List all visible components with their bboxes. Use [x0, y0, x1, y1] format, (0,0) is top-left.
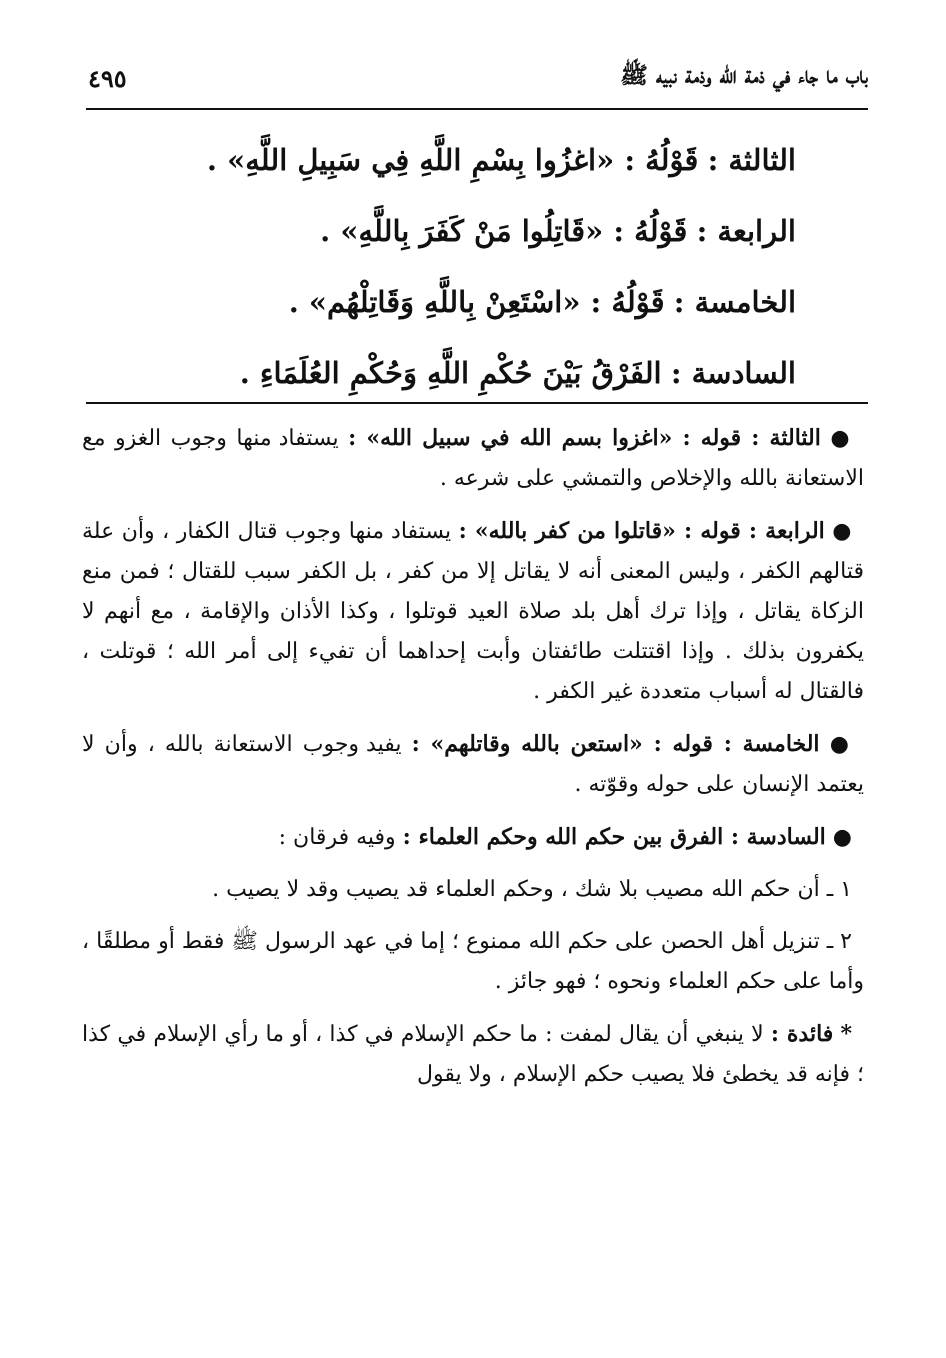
paragraph-text: يستفاد منها وجوب الغزو مع الاستعانة بالله والإخلاص والتمشي على شرعه . [82, 426, 864, 491]
paragraph-text: يفيد وجوب الاستعانة بالله ، وأن لا يعتمد الإنسان على حوله وقوّته . [82, 732, 864, 797]
difference-two [82, 922, 864, 1002]
bullet-icon: ● [832, 518, 853, 544]
paragraph-lead: الثالثة : قوله : «اغزوا بسم الله في سبيل الله» : [348, 425, 821, 451]
paragraph-lead: الخامسة : قوله : «استعن بالله وقاتلهم» : [411, 731, 820, 757]
section-rule [86, 402, 868, 404]
page-header [88, 58, 868, 98]
star-icon: * [840, 1021, 853, 1047]
paragraph-text: وفيه فرقان : [278, 825, 396, 850]
bullet-icon: ● [829, 731, 853, 757]
issue-text: قَوْلُهُ : «قَاتِلُوا مَنْ كَفَرَ بِاللَّهِ» . [320, 214, 688, 248]
issue-label: الرابعة : [696, 214, 796, 248]
issue-text: الفَرْقُ بَيْنَ حُكْمِ اللَّهِ وَحُكْمِ العُلَمَاءِ . [239, 356, 662, 390]
header-rule [86, 108, 868, 110]
issues-list [150, 130, 796, 414]
paragraph-lead: الرابعة : قوله : «قاتلوا من كفر بالله» : [458, 518, 825, 544]
issue-third [150, 130, 796, 201]
paragraph-text: ١ ـ أن حكم الله مصيب بلا شك ، وحكم العلماء قد يصيب وقد لا يصيب . [212, 877, 852, 902]
bullet-icon: ● [830, 425, 852, 451]
issue-label: الخامسة : [673, 285, 796, 319]
commentary-fourth [82, 511, 864, 712]
difference-one [82, 870, 864, 910]
bullet-icon: ● [832, 824, 852, 850]
page-number: ٤٩٥ [88, 63, 127, 93]
issue-text: قَوْلُهُ : «اسْتَعِنْ بِاللَّهِ وَقَاتِلْهُم» . [288, 285, 665, 319]
paragraph-lead: السادسة : الفرق بين حكم الله وحكم العلماء : [402, 824, 826, 850]
paragraph-lead: فائدة : [770, 1021, 834, 1047]
issue-fifth [150, 272, 796, 343]
issue-text: قَوْلُهُ : «اغزُوا بِسْمِ اللَّهِ فِي سَبِيلِ اللَّهِ» . [206, 143, 699, 177]
chapter-title: باب ما جاء في ذمة الله وذمة نبيه ﷺ [620, 62, 868, 89]
paragraph-text: ٢ ـ تنزيل أهل الحصن على حكم الله ممنوع ؛ إما في عهد الرسول ﷺ فقط أو مطلقًا ، وأما على حكم العلماء ونحوه ؛ فهو جائز . [82, 929, 864, 994]
issue-label: الثالثة : [707, 143, 796, 177]
issue-label: السادسة : [670, 356, 796, 390]
issue-fourth [150, 201, 796, 272]
benefit-note [82, 1014, 864, 1095]
commentary-fifth [82, 724, 864, 805]
commentary-third [82, 418, 864, 499]
paragraph-text: يستفاد منها وجوب قتال الكفار ، وأن علة قتالهم الكفر ، وليس المعنى أنه لا يقاتل إلا من كفر ، بل الكفر سبب للقتال ؛ فمن منع الزكاة يقاتل ، وإذا ترك أهل بلد صلاة العيد قوتلوا ، وكذا الأذان والإقامة ، مع أنهم لا يكفرون بذلك . وإذا اقتتلت طائفتان وأبت إحداهما أن تفيء إلى أمر الله ؛ قوتلت ، فالقتال له أسباب متعددة غير الكفر . [82, 519, 864, 704]
commentary-sixth [82, 817, 864, 858]
paragraph-text: لا ينبغي أن يقال لمفت : ما حكم الإسلام في كذا ، أو ما رأي الإسلام في كذا ؛ فإنه قد يخطئ فلا يصيب حكم الإسلام ، ولا يقول [82, 1022, 864, 1087]
commentary [82, 418, 864, 1107]
